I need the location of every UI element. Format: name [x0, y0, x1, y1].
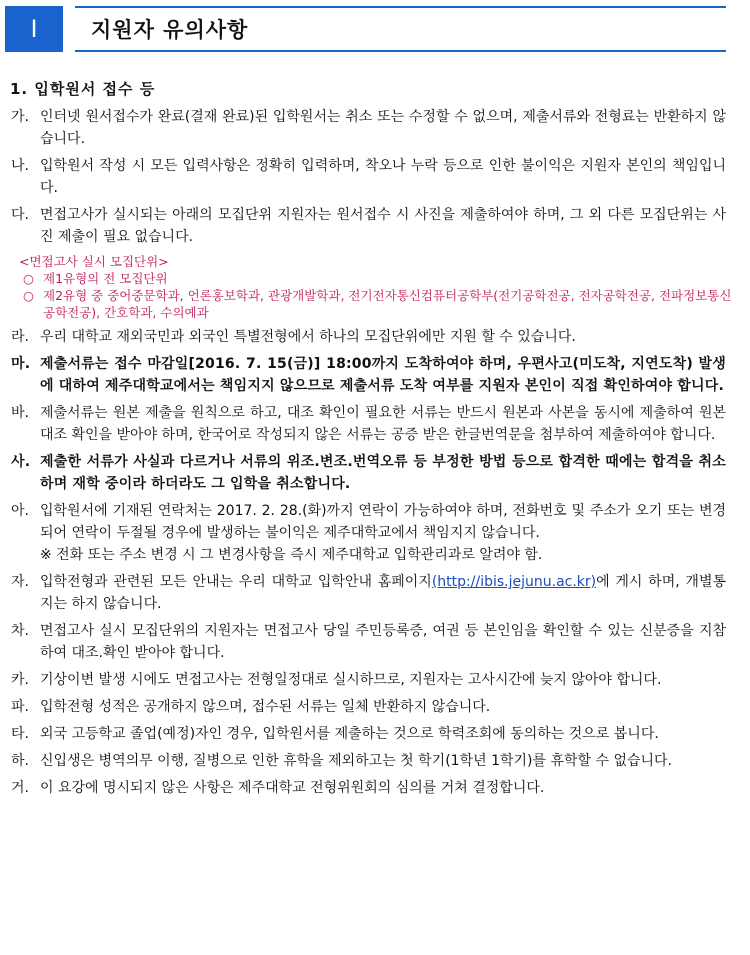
interview-unit-text: 제1유형의 전 모집단위: [43, 271, 168, 286]
list-item-ha: [0, 750, 750, 772]
item-mark: 자.: [11, 574, 29, 590]
item-text: 면접고사 실시 모집단위의 지원자는 면접고사 당일 주민등록증, 여권 등 본인임을 확인할 수 있는 신분증을 지참하여 대조.확인 받아야 합니다.: [40, 623, 726, 661]
item-text-block: [40, 571, 726, 615]
item-text: 기상이변 발생 시에도 면접고사는 전형일정대로 실시하므로, 지원자는 고사시간에 늦지 않아야 합니다.: [40, 672, 662, 688]
item-text: 입학원서에 기재된 연락처는 2017. 2. 28.(화)까지 연락이 가능하여야 하며, 전화번호 및 주소가 오기 또는 변경되어 연락이 두절될 경우에 발생하는 불이익은 제주대학교에서 책임지지 않습니다.: [40, 503, 726, 541]
item-mark: 마.: [11, 356, 31, 372]
item-mark: 카.: [11, 672, 29, 688]
section-number-badge: Ⅰ: [5, 6, 63, 52]
item-text: 면접고사가 실시되는 아래의 모집단위 지원자는 원서접수 시 사진을 제출하여야 하며, 그 외 다른 모집단위는 사진 제출이 필요 없습니다.: [40, 207, 726, 245]
item-text-before: 입학전형과 관련된 모든 안내는 우리 대학교 입학안내 홈페이지: [40, 574, 432, 590]
interview-unit-line: [23, 270, 750, 287]
interview-unit-text: 제2유형 중 중어중문학과, 언론홍보학과, 관광개발학과, 전기전자통신컴퓨터공학부(전기공학전공, 전자공학전공, 전파정보통신공학전공), 간호학과, 수의예과: [43, 288, 732, 320]
list-item-sa: [0, 451, 750, 495]
list-item-cha: [0, 620, 750, 664]
contact-change-note: ※ 전화 또는 주소 변경 시 그 변경사항을 즉시 제주대학교 입학관리과로 알려야 함.: [40, 547, 543, 563]
item-mark: 사.: [11, 454, 31, 470]
item-mark: 파.: [11, 699, 29, 715]
title-rule-bottom: [75, 50, 726, 52]
item-text-block: [40, 500, 726, 566]
item-text: 인터넷 원서접수가 완료(결재 완료)된 입학원서는 취소 또는 수정할 수 없으며, 제출서류와 전형료는 반환하지 않습니다.: [40, 109, 726, 147]
list-item-pa: [0, 696, 750, 718]
section-heading: 1. 입학원서 접수 등: [10, 80, 156, 98]
circle-bullet-icon: ○: [23, 271, 34, 286]
item-text: 우리 대학교 재외국민과 외국인 특별전형에서 하나의 모집단위에만 지원 할 수 있습니다.: [40, 329, 576, 345]
item-text: 입학원서 작성 시 모든 입력사항은 정확히 입력하며, 착오나 누락 등으로 인한 불이익은 지원자 본인의 책임입니다.: [40, 158, 726, 196]
item-mark: 나.: [11, 158, 29, 174]
title-rule-top: [75, 6, 726, 8]
list-item-ta: [0, 723, 750, 745]
interview-units-heading: <면접고사 실시 모집단위>: [19, 254, 169, 269]
item-mark: 라.: [11, 329, 29, 345]
circle-bullet-icon: ○: [23, 288, 34, 303]
item-mark: 바.: [11, 405, 29, 421]
list-item-a: [0, 500, 750, 566]
list-item-ka: [0, 669, 750, 691]
item-text: 신입생은 병역의무 이행, 질병으로 인한 휴학을 제외하고는 첫 학기(1학년 1학기)를 휴학할 수 없습니다.: [40, 753, 672, 769]
list-item-ga: [0, 106, 750, 150]
list-item-ra: [0, 326, 750, 348]
item-text: 외국 고등학교 졸업(예정)자인 경우, 입학원서를 제출하는 것으로 학력조회에 동의하는 것으로 봅니다.: [40, 726, 659, 742]
item-mark: 하.: [11, 753, 29, 769]
item-mark: 타.: [11, 726, 29, 742]
section-header: [5, 6, 725, 50]
list-item-geo: [0, 777, 750, 799]
item-mark: 아.: [11, 503, 29, 519]
item-text: 제출서류는 원본 제출을 원칙으로 하고, 대조 확인이 필요한 서류는 반드시 원본과 사본을 동시에 제출하여 원본대조 확인을 받아야 하며, 한국어로 작성되지 않은 서류는 공증 받은 한글번역문을 첨부하여 제출하여야 합니다.: [40, 405, 726, 443]
item-mark: 다.: [11, 207, 29, 223]
item-text-after: 에 게시 하며, 개별통지는 하지 않습니다.: [40, 574, 726, 612]
item-mark: 거.: [11, 780, 29, 796]
homepage-link[interactable]: (http://ibis.jejunu.ac.kr): [431, 574, 597, 590]
item-mark: 가.: [11, 109, 29, 125]
list-item-ma: [0, 353, 750, 397]
list-item-ja: [0, 571, 750, 615]
item-text: 제출한 서류가 사실과 다르거나 서류의 위조.변조.번역오류 등 부정한 방법 등으로 합격한 때에는 합격을 취소하며 재학 중이라 하더라도 그 입학을 취소합니다.: [40, 454, 726, 492]
item-mark: 차.: [11, 623, 29, 639]
item-text: 이 요강에 명시되지 않은 사항은 제주대학교 전형위원회의 심의를 거쳐 결정합니다.: [40, 780, 545, 796]
item-text: 입학전형 성적은 공개하지 않으며, 접수된 서류는 일체 반환하지 않습니다.: [40, 699, 491, 715]
item-text: 제출서류는 접수 마감일[2016. 7. 15(금)] 18:00까지 도착하여야 하며, 우편사고(미도착, 지연도착) 발생에 대하여 제주대학교에서는 책임지지 않으므로 제출서류 도착 여부를 지원자 본인이 직접 확인하여야 합니다.: [40, 356, 726, 394]
list-item-da: [0, 204, 750, 248]
content: [0, 76, 750, 804]
interview-units-box: [0, 253, 750, 321]
list-item-ba: [0, 402, 750, 446]
page-title: 지원자 유의사항: [91, 18, 249, 42]
list-item-na: [0, 155, 750, 199]
interview-unit-line: [23, 287, 750, 321]
